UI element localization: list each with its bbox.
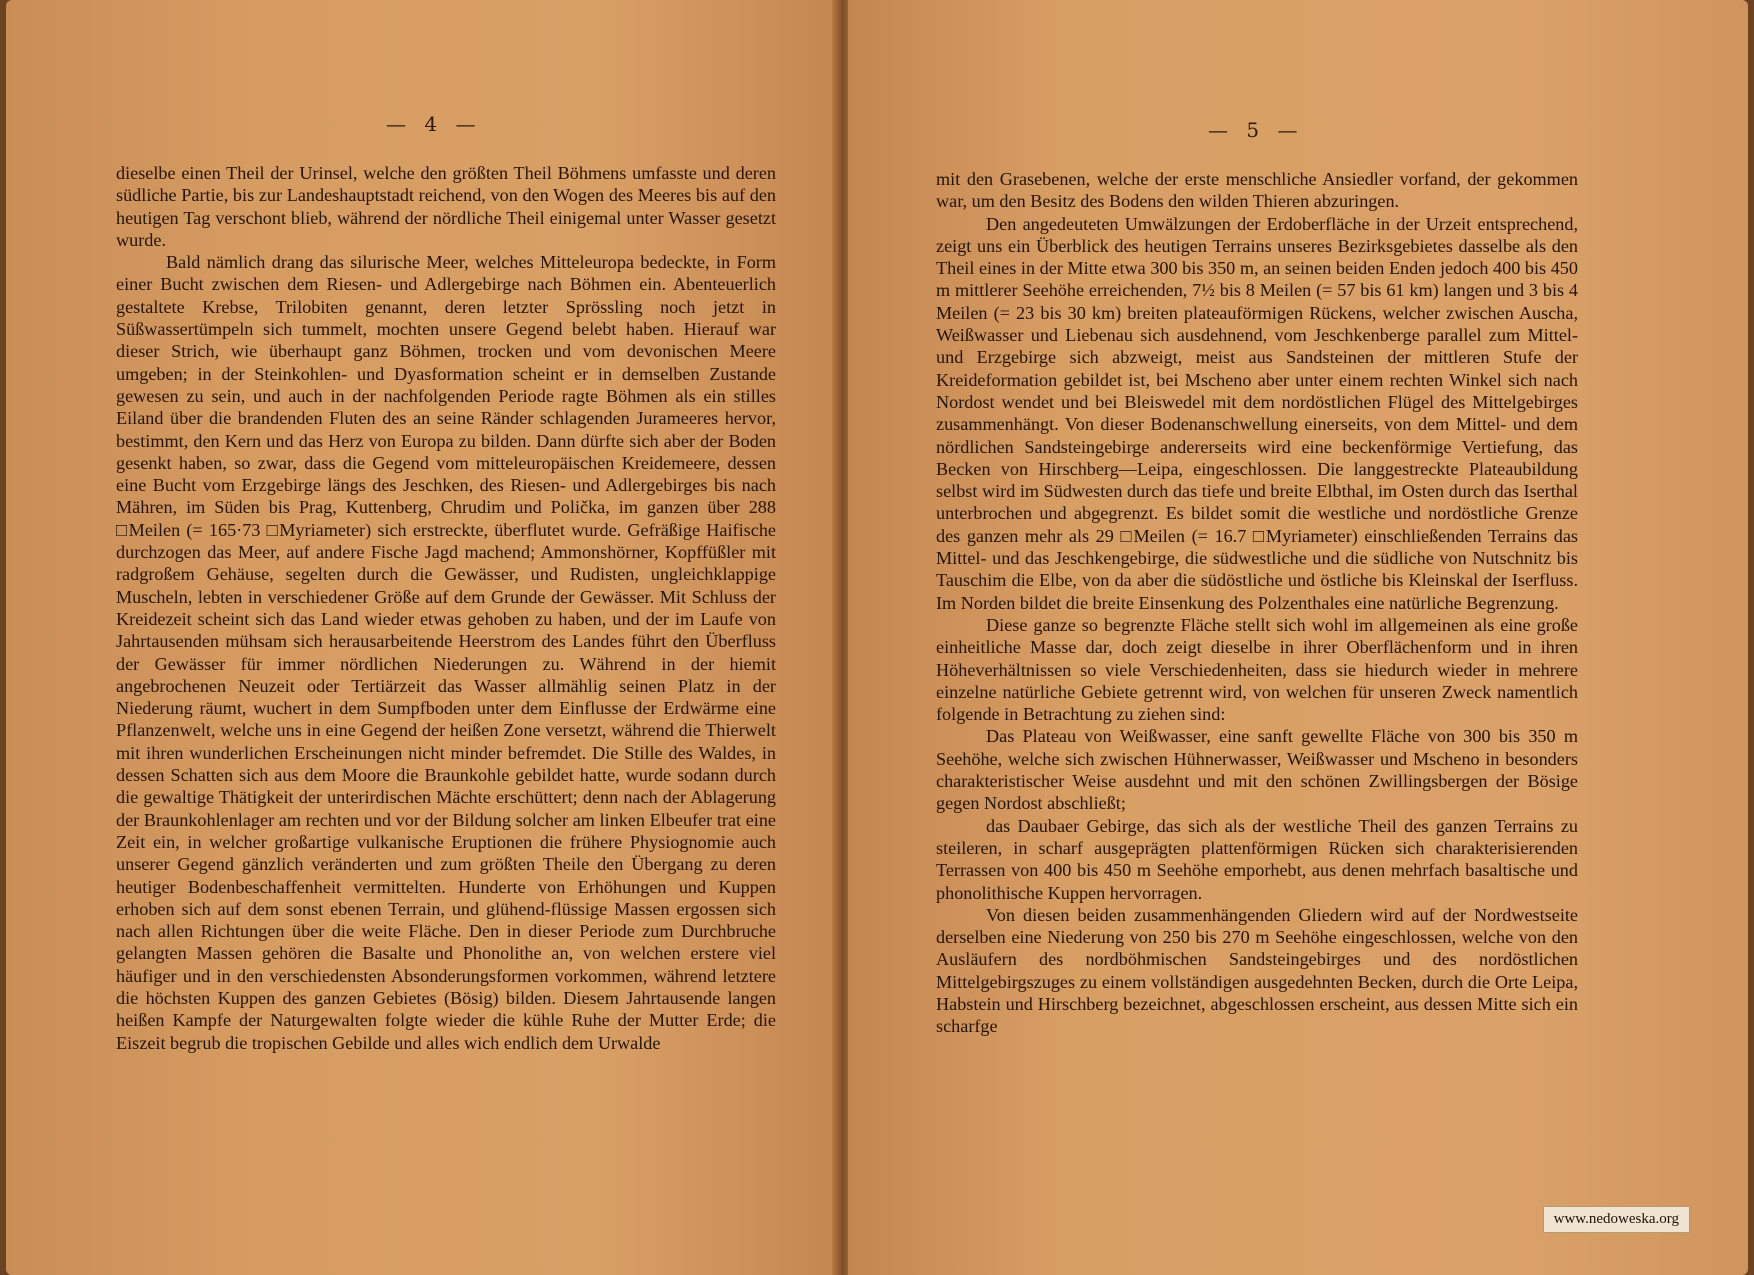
paragraph: Das Plateau von Weißwasser, eine sanft gewellte Fläche von 300 bis 350 m Seehöhe, welche sich zwischen Hühnerwasser, Weißwasser und Mscheno in besonders charakteristischer Weise ausdehnt und mit den schönen Zwillingsbergen der Bösige gegen Nordost abschließt; [936,726,1578,814]
paragraph: Bald nämlich drang das silurische Meer, welches Mitteleuropa bedeckte, in Form einer Bucht zwischen dem Riesen- und Adlergebirge nach Böhmen ein. Abenteuerlich gestaltete Krebse, Trilobiten genannt, deren letzter Sprössling noch jetzt in Süßwassertümpeln sich tummelt, mochten unsere Gegend belebt haben. Hierauf war dieser Strich, wie überhaupt ganz Böhmen, trocken und vom devonischen Meere umgeben; in der Steinkohlen- und Dyasformation scheint er in demselben Zustande gewesen zu sein, und auch in der nachfolgenden Periode ragte Böhmen als ein stilles Eiland über die brandenden Fluten des an seine Ränder schlagenden Jurameeres hervor, bestimmt, den Kern und das Herz von Europa zu bilden. Dann dürfte sich aber der Boden gesenkt haben, so zwar, dass die Gegend vom mitteleuropäischen Kreidemeere, dessen eine Bucht vom Erzgebirge längs des Jeschken, des Riesen- und Adlergebirges bis nach Mähren, im Süden bis Prag, Kuttenberg, Chrudim und Polička, im ganzen über 288 □Meilen (= 165·73 □Myriameter) sich erstreckte, überflutet wurde. Gefräßige Haifische durchzogen das Meer, auf andere Fische Jagd machend; Ammonshörner, Kopffüßler mit radgroßem Gehäuse, segelten durch die Gewässer, und Rudisten, ungleichklappige Muscheln, lebten in verschiedener Größe auf dem Grunde der Gewässer. Mit Schluss der Kreidezeit scheint sich das Land wieder etwas gehoben zu haben, und der im Laufe von Jahrtausenden mühsam sich herausarbeitende Heerstrom des Landes führt den Überfluss der Gewässer für immer nördlichen Niederungen zu. Während in der hiemit angebrochenen Neuzeit oder Tertiärzeit das Wasser allmählig seinen Platz in der Niederung räumt, wuchert in dem Sumpfboden unter dem Einflusse der Erdwärme eine Pflanzenwelt, welche uns in eine Gegend der heißen Zone versetzt, während die Thierwelt mit ihren wunderlichen Erscheinungen nicht minder befremdet. Die Stille des Waldes, in dessen Schatten sich aus dem Moore die Braunkohle gebildet hatte, wurde sodann durch die gewaltige Thätigkeit der unterirdischen Mächte erschüttert; denn nach der Ablagerung der Braunkohlenlager am rechten und vor der Bildung solcher am linken Elbeufer trat eine Zeit ein, in welcher großartige vulkanische Eruptionen die frühere Physiognomie auch unserer Gegend gänzlich veränderten und zum größten Theile den Übergang zu deren heutiger Bodenbeschaffenheit vermittelten. Hunderte von Erhöhungen und Kuppen erhoben sich auf dem sonst ebenen Terrain, und glühend-flüssige Massen ergossen sich nach allen Richtungen über die weite Fläche. Den in dieser Periode zum Durchbruche gelangten Massen gehören die Basalte und Phonolithe an, von welchen erstere viel häufiger und in den verschiedensten Absonderungsformen vorkommen, während letztere die höchsten Kuppen des ganzen Gebietes (Bösig) bilden. Diesem Jahrtausende langen heißen Kampfe der Naturgewalten folgte wieder die kühle Ruhe der Mutter Erde; die Eiszeit begrub die tropischen Gebilde und alles wich endlich dem Urwalde [116,252,776,1053]
paragraph: Diese ganze so begrenzte Fläche stellt sich wohl im allgemeinen als eine große einheitliche Masse dar, doch zeigt dieselbe in ihrer Oberflächenform und in ihren Höheverhältnissen so viele Verschiedenheiten, dass sie hiedurch wieder in mehrere einzelne natürliche Gebiete getrennt wird, von welchen für unseren Zweck namentlich folgende in Betrachtung zu ziehen sind: [936,614,1578,725]
paragraph: Den angedeuteten Umwälzungen der Erdoberfläche in der Urzeit entsprechend, zeigt uns ein Überblick des heutigen Terrains unseres Bezirksgebietes dasselbe als den Theil eines in der Mitte etwa 300 bis 350 m, an seinen beiden Enden jedoch 400 bis 450 m mittlerer Seehöhe erreichenden, 7½ bis 8 Meilen (= 57 bis 61 km) langen und 3 bis 4 Meilen (= 23 bis 30 km) breiten plateauförmigen Rückens, welcher zwischen Auscha, Weißwasser und Liebenau sich ausdehnend, vom Jeschkenberge parallel zum Mittel- und Erzgebirge sich abzweigt, meist aus Sandsteinen der mittleren Stufe der Kreideformation gebildet ist, bei Mscheno aber unter einem rechten Winkel sich nach Nordost wendet und bei Bleiswedel mit dem nordöstlichen Flügel des Mittelgebirges zusammenhängt. Von dieser Bodenanschwellung einerseits, von dem Mittel- und dem nördlichen Sandsteingebirge andererseits wird eine beckenförmige Vertiefung, das Becken von Hirschberg—Leipa, eingeschlossen. Die langgestreckte Plateaubildung selbst wird im Südwesten durch das tiefe und breite Elbthal, im Osten durch das Iserthal unterbrochen und abgegrenzt. Es bildet somit die westliche und nordöstliche Grenze des ganzen mehr als 29 □Meilen (= 16.7 □Myriameter) einschließenden Terrains das Mittel- und das Jeschkengebirge, die südwestliche und die südliche von Nutschnitz bis Tauschim die Elbe, von da aber die südöstliche und östliche bis Kleinskal der Iserfluss. Im Norden bildet die breite Einsenkung des Polzenthales eine natürliche Begrenzung. [936,213,1578,613]
paragraph: Von diesen beiden zusammenhängenden Gliedern wird auf der Nordwestseite derselben eine Niederung von 250 bis 270 m Seehöhe eingeschlossen, welche von den Ausläufern des nordböhmischen Sandsteingebirges und des nordöstlichen Mittelgebirgszuges zu einem vollständigen ausgedehnten Becken, durch die Orte Leipa, Habstein und Hirschberg bezeichnet, abgeschlossen erscheint, aus dessen Mitte sich ein scharfge [936,904,1578,1037]
right-page [848,0,1748,1275]
right-page-text [936,168,1578,1038]
paragraph: das Daubaer Gebirge, das sich als der westliche Theil des ganzen Terrains zu steileren, in scharf ausgeprägten plattenförmigen Rücken sich charakterisierenden Terrassen von 400 bis 450 m Seehöhe emporhebt, aus denen mehrfach basaltische und phonolithische Kuppen hervorragen. [936,815,1578,903]
page-number-left: — 4 — [386,112,482,136]
paragraph: mit den Grasebenen, welche der erste menschliche Ansiedler vorfand, der gekommen war, um den Besitz des Bodens den wilden Thieren abzuringen. [936,169,1578,212]
page-number-right: — 5 — [1208,118,1304,142]
left-page [6,0,842,1275]
watermark-label: www.nedoweska.org [1543,1206,1690,1233]
left-page-text [116,162,776,1054]
paragraph: dieselbe einen Theil der Urinsel, welche den größten Theil Böhmens umfasste und deren südliche Partie, bis zur Landeshauptstadt reichend, von den Wogen des Meeres bis auf den heutigen Tag verschont blieb, während der nördliche Theil einigemal unter Wasser gesetzt wurde. [116,163,776,250]
